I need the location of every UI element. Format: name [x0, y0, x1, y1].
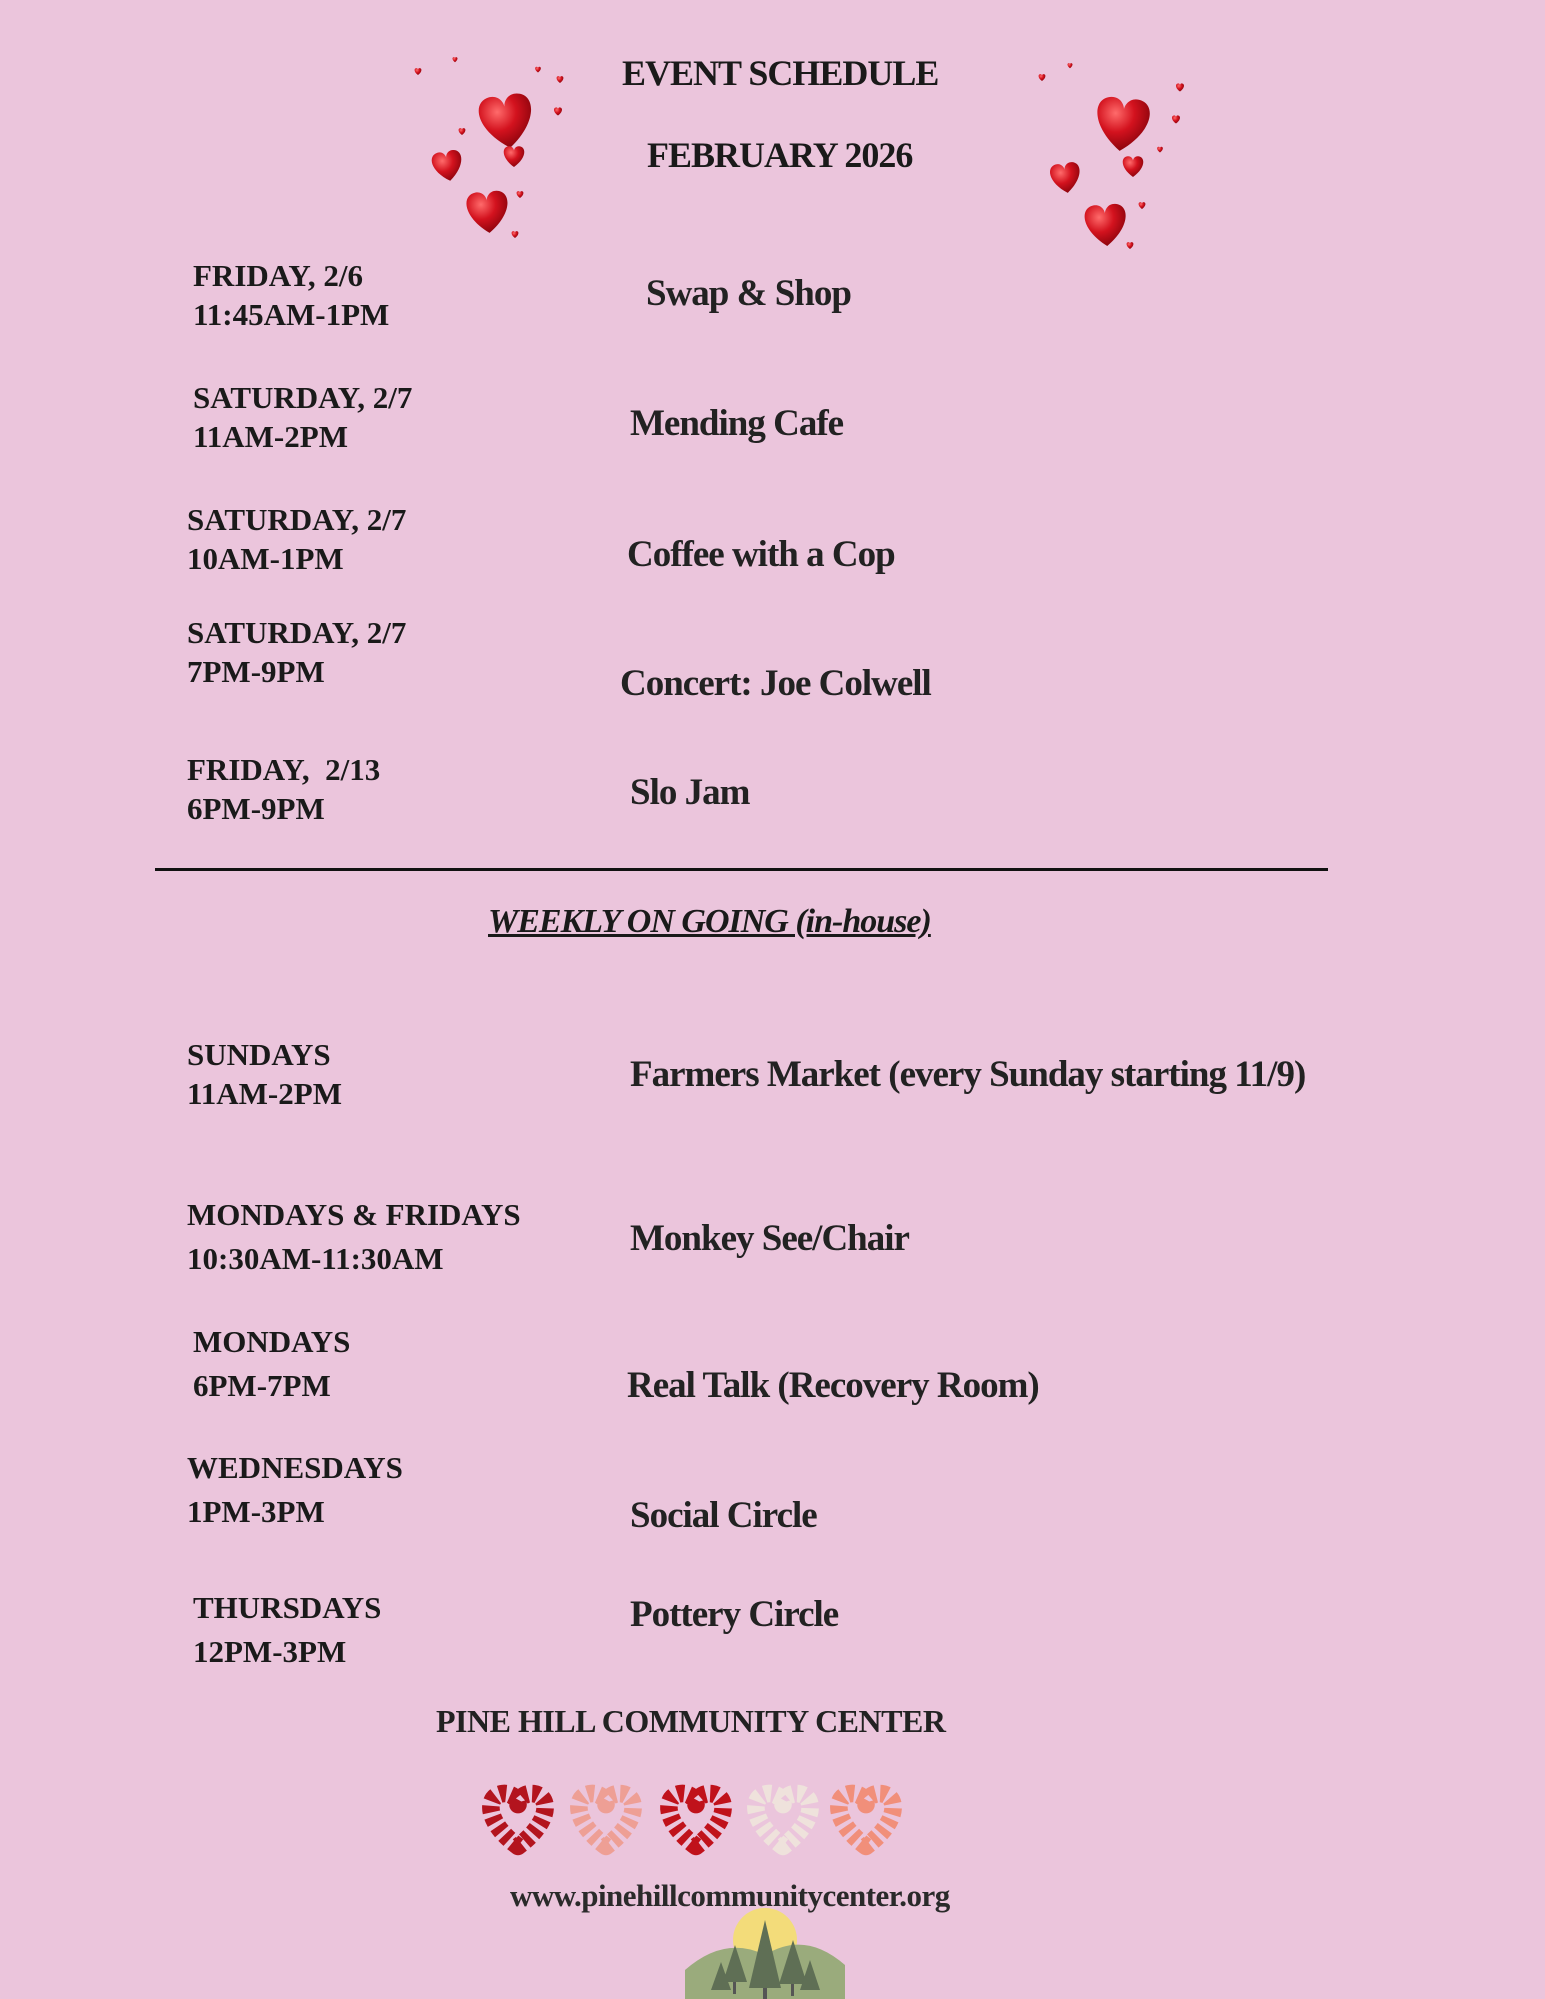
website-link[interactable]: www.pinehillcommunitycenter.org — [510, 1878, 950, 1913]
weekly-when — [187, 1446, 403, 1534]
event-when — [187, 613, 406, 691]
event-name: Coffee with a Cop — [627, 534, 895, 575]
event-day: FRIDAY, 2/6 — [193, 258, 363, 293]
weekly-time: 1PM-3PM — [187, 1494, 325, 1529]
event-name: Slo Jam — [630, 772, 750, 813]
heart-outline-icon — [491, 1793, 545, 1846]
heart-outline-icon — [669, 1793, 723, 1846]
event-when — [193, 256, 389, 334]
event-day: SATURDAY, 2/7 — [187, 615, 407, 650]
event-day: SATURDAY, 2/7 — [187, 502, 407, 537]
heart-row-decoration — [478, 1780, 908, 1850]
event-when — [187, 750, 380, 828]
weekly-time: 6PM-7PM — [193, 1368, 331, 1403]
event-when — [193, 378, 412, 456]
pine-tree-logo-icon — [685, 1900, 845, 1999]
event-time: 6PM-9PM — [187, 791, 325, 826]
heart-outline-icon — [839, 1793, 893, 1846]
heart-outline-icon — [756, 1793, 810, 1846]
weekly-name: Real Talk (Recovery Room) — [627, 1365, 1039, 1406]
event-when — [187, 500, 406, 578]
weekly-heading: WEEKLY ON GOING (in-house) — [488, 903, 931, 940]
weekly-name: Pottery Circle — [630, 1594, 839, 1635]
event-time: 10AM-1PM — [187, 541, 344, 576]
weekly-day: THURSDAYS — [193, 1590, 382, 1625]
weekly-day: WEDNESDAYS — [187, 1450, 403, 1485]
weekly-day: MONDAYS & FRIDAYS — [187, 1197, 521, 1232]
event-time: 11AM-2PM — [193, 419, 348, 454]
heart-cluster-left-icon — [410, 50, 580, 250]
page-title: EVENT SCHEDULE — [622, 53, 939, 93]
event-time: 11:45AM-1PM — [193, 297, 390, 332]
heart-outline-icon — [579, 1793, 633, 1846]
weekly-when — [187, 1193, 521, 1281]
organization-name: PINE HILL COMMUNITY CENTER — [436, 1703, 946, 1739]
weekly-name: Farmers Market (every Sunday starting 11/9) — [630, 1054, 1306, 1095]
weekly-when — [193, 1320, 350, 1408]
heart-cluster-right-icon — [1030, 58, 1200, 258]
page-subtitle-month: FEBRUARY 2026 — [647, 135, 913, 175]
weekly-name: Social Circle — [630, 1495, 817, 1536]
weekly-time: 10:30AM-11:30AM — [187, 1241, 444, 1276]
event-name: Swap & Shop — [646, 273, 851, 314]
event-day: SATURDAY, 2/7 — [193, 380, 413, 415]
weekly-when — [193, 1586, 381, 1674]
event-day: FRIDAY, 2/13 — [187, 752, 381, 787]
event-time: 7PM-9PM — [187, 654, 325, 689]
weekly-day: SUNDAYS — [187, 1037, 331, 1072]
event-name: Concert: Joe Colwell — [620, 663, 931, 704]
weekly-time: 11AM-2PM — [187, 1076, 342, 1111]
weekly-when — [187, 1035, 342, 1113]
event-name: Mending Cafe — [630, 403, 844, 444]
weekly-time: 12PM-3PM — [193, 1634, 347, 1669]
weekly-day: MONDAYS — [193, 1324, 351, 1359]
weekly-name: Monkey See/Chair — [630, 1218, 909, 1259]
section-divider — [155, 868, 1328, 871]
